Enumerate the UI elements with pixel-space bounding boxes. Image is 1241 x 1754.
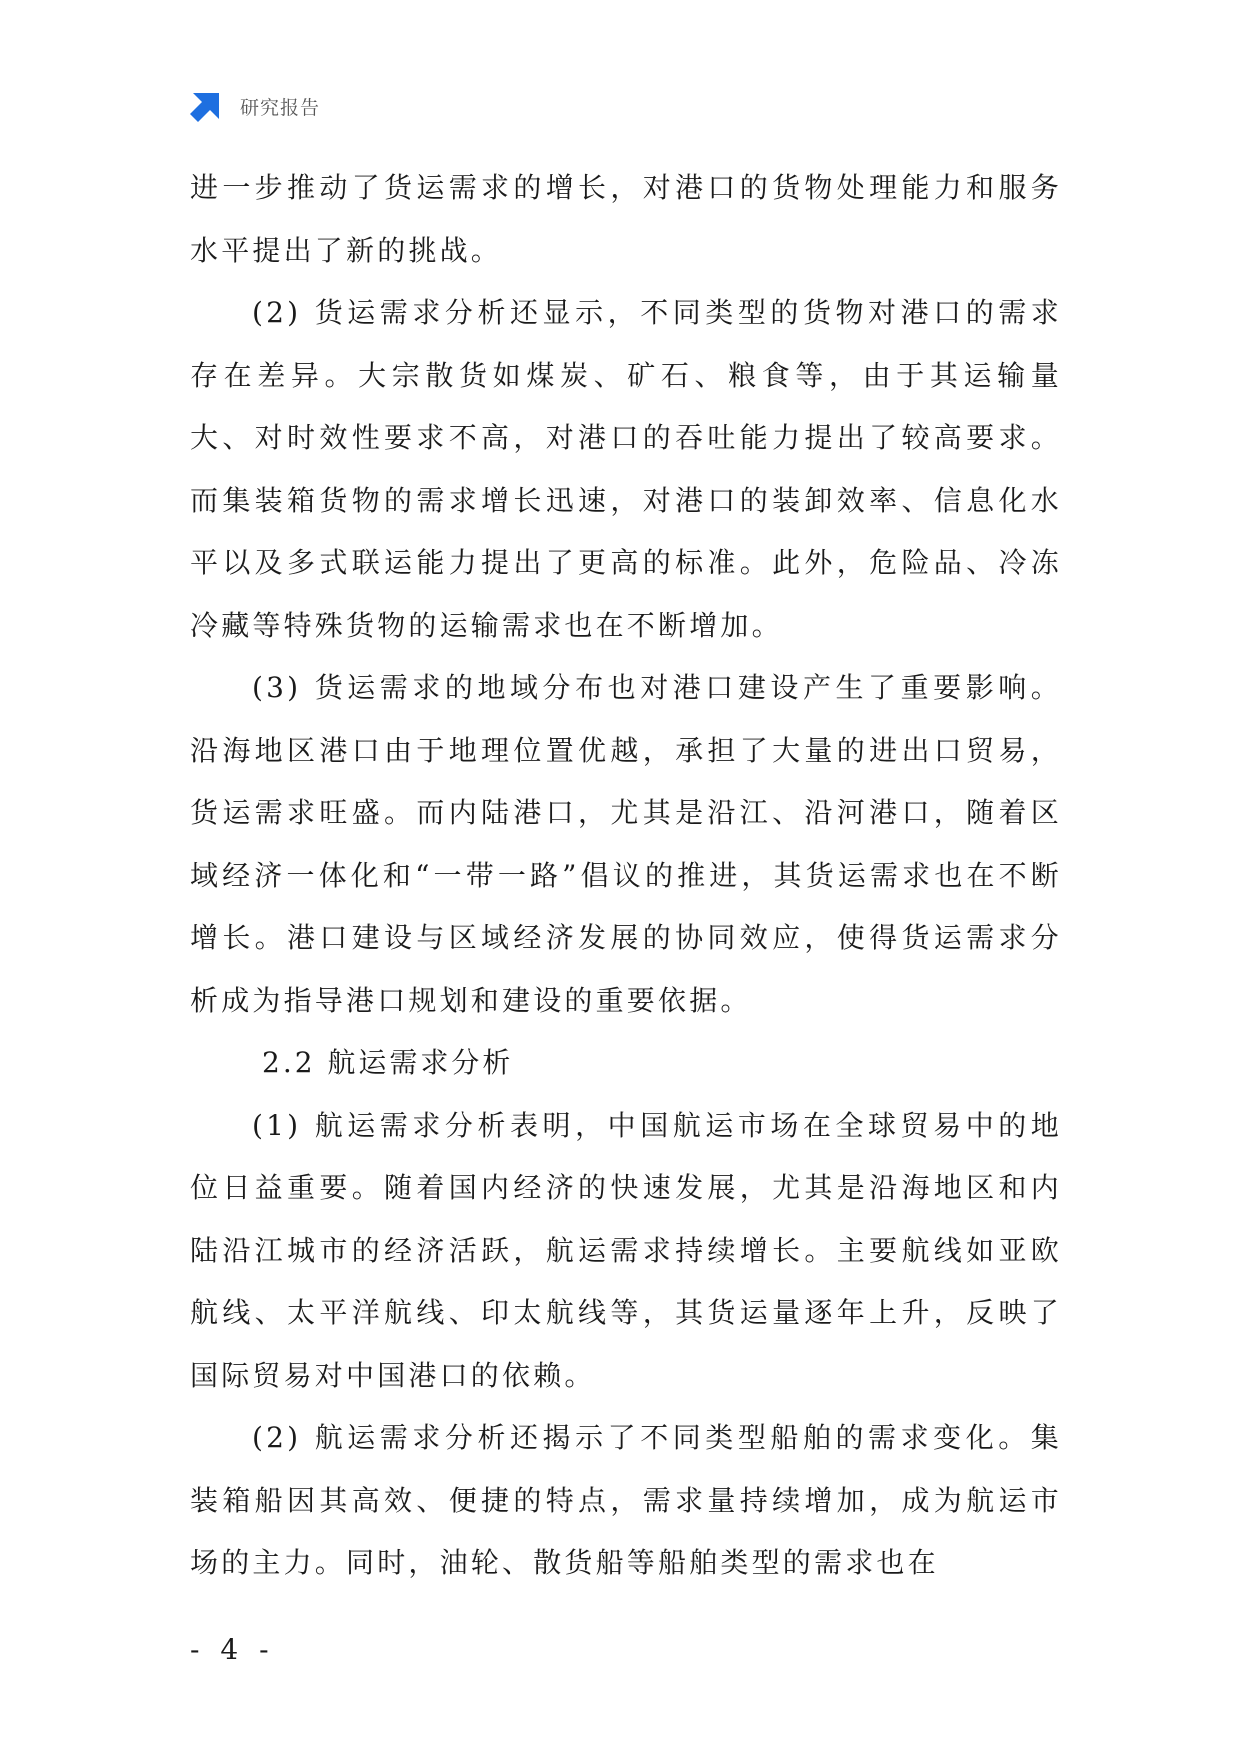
section-heading: 2.2 航运需求分析 [262, 1046, 514, 1079]
paragraph-continuation: 进一步推动了货运需求的增长，对港口的货物处理能力和服务水平提出了新的挑战。 [190, 171, 1062, 267]
page-number: - 4 - [190, 1633, 275, 1666]
page-header [188, 88, 320, 124]
arrow-up-right-icon [188, 88, 224, 124]
paragraph-freight-demand-3: (3) 货运需求的地域分布也对港口建设产生了重要影响。沿海地区港口由于地理位置优越，承担了大量的进出口贸易，货运需求旺盛。而内陆港口，尤其是沿江、沿河港口，随着区域经济一体化和“一带一路”倡议的推进，其货运需求也在不断增长。港口建设与区域经济发展的协同效应，使得货运需求分析成为指导港口规划和建设的重要依据。 [190, 671, 1062, 1017]
paragraph-shipping-demand-2: (2) 航运需求分析还揭示了不同类型船舶的需求变化。集装箱船因其高效、便捷的特点，需求量持续增加，成为航运市场的主力。同时，油轮、散货船等船舶类型的需求也在 [190, 1421, 1062, 1579]
header-title: 研究报告 [240, 96, 321, 119]
paragraph-shipping-demand-1: (1) 航运需求分析表明，中国航运市场在全球贸易中的地位日益重要。随着国内经济的快速发展，尤其是沿海地区和内陆沿江城市的经济活跃，航运需求持续增长。主要航线如亚欧航线、太平洋航线、印太航线等，其货运量逐年上升，反映了国际贸易对中国港口的依赖。 [190, 1108, 1062, 1392]
document-body [190, 157, 1062, 1595]
paragraph-freight-demand-2: (2) 货运需求分析还显示，不同类型的货物对港口的需求存在差异。大宗散货如煤炭、矿石、粮食等，由于其运输量大、对时效性要求不高，对港口的吞吐能力提出了较高要求。而集装箱货物的需求增长迅速，对港口的装卸效率、信息化水平以及多式联运能力提出了更高的标准。此外，危险品、冷冻冷藏等特殊货物的运输需求也在不断增加。 [190, 296, 1062, 642]
